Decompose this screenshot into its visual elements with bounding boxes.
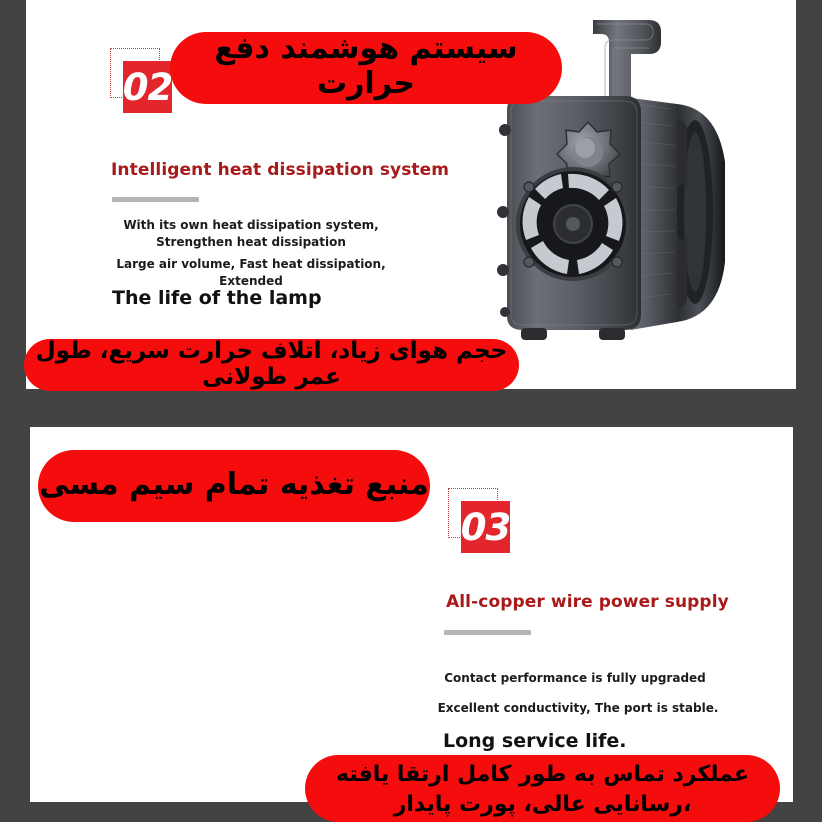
badge-box (461, 501, 510, 553)
heat-big-line: The life of the lamp (112, 287, 322, 309)
heat-title-banner: سیستم هوشمند دفع حرارت (170, 32, 562, 104)
power-bottom-line-2: ،رسانایی عالی، پورت پایدار (393, 791, 692, 817)
power-bottom-line-1: عملکرد تماس به طور کامل ارتقا یافته (336, 761, 750, 787)
power-heading-underline (444, 630, 531, 635)
badge-box (123, 61, 172, 113)
heat-bottom-banner: حجم هوای زیاد، اتلاف حرارت سریع، طول عمر طولانی (24, 339, 519, 391)
heat-heading-underline (112, 197, 199, 202)
heat-heading-en: Intelligent heat dissipation system (111, 160, 450, 180)
power-sub-line-1: Contact performance is fully upgraded (444, 671, 706, 685)
badge-number: 03 (460, 505, 511, 549)
power-bottom-banner (305, 755, 780, 822)
heat-sub-line-2: Large air volume, Fast heat dissipation, Extended (116, 257, 386, 289)
power-big-line: Long service life. (443, 730, 627, 752)
power-title-banner: منبع تغذیه تمام سیم مسی (38, 450, 430, 522)
step-badge-03 (448, 488, 520, 560)
power-sub-line-2: Excellent conductivity, The port is stable. (437, 701, 719, 715)
heat-sub-line-1: With its own heat dissipation system, Strengthen heat dissipation (123, 218, 379, 250)
power-heading-en: All-copper wire power supply (446, 592, 729, 612)
badge-number: 02 (122, 65, 173, 109)
